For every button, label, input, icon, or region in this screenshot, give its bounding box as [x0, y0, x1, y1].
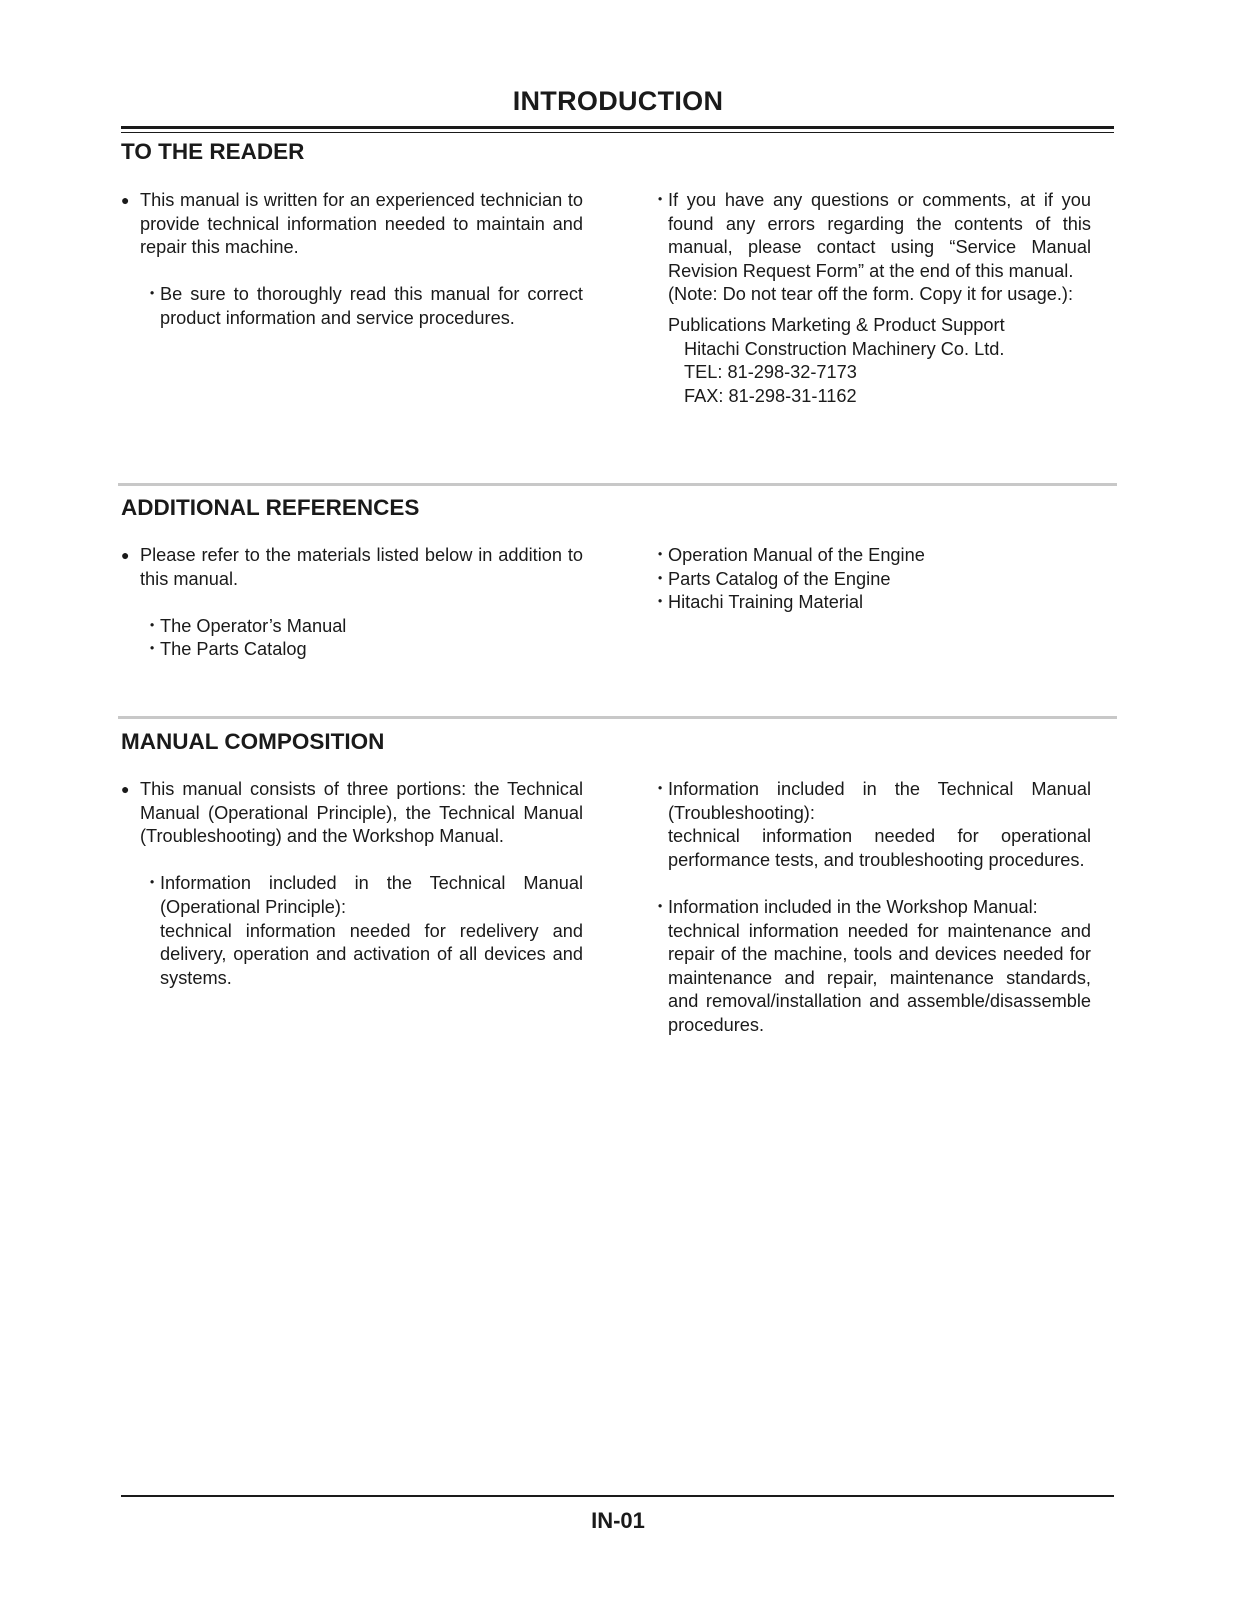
header-rule-thin	[121, 132, 1114, 133]
additional-references-right-column	[651, 544, 1091, 615]
bullet-icon: ●	[121, 547, 130, 563]
manual-composition-left-column	[121, 778, 583, 990]
middle-dot-icon: ・	[651, 779, 670, 799]
to-the-reader-contact-item	[651, 189, 1091, 307]
workshop-manual-text: technical information needed for maintenance and repair of the machine, tools and devices needed for maintenance and repair, maintenance standards, and removal/installation and assemble/disassemble procedures.	[668, 920, 1091, 1035]
to-the-reader-bullet-text: This manual is written for an experienced technician to provide technical information needed to maintain and repair this machine.	[140, 190, 583, 258]
to-the-reader-note: (Note: Do not tear off the form. Copy it for usage.):	[668, 284, 1074, 305]
workshop-manual-title: Information included in the Workshop Manual:	[668, 896, 1038, 917]
troubleshooting-text: technical information needed for operational performance tests, and troubleshooting procedures.	[668, 826, 1091, 870]
list-item	[143, 638, 583, 662]
operational-principle-text: technical information needed for redelivery and delivery, operation and activation of all devices and systems.	[160, 920, 583, 988]
additional-references-bullet-text: Please refer to the materials listed below in addition to this manual.	[140, 545, 583, 589]
middle-dot-icon: ・	[651, 592, 670, 613]
to-the-reader-sub-text: Be sure to thoroughly read this manual for correct product information and service procedures.	[160, 284, 583, 328]
manual-composition-right-column	[651, 778, 1091, 1038]
header-rule-thick	[121, 126, 1114, 129]
section-heading-additional-references: ADDITIONAL REFERENCES	[121, 495, 420, 520]
list-item	[651, 568, 1091, 592]
to-the-reader-bullet	[121, 189, 583, 260]
manual-composition-sub-item	[143, 872, 583, 990]
footer-rule	[121, 1495, 1114, 1497]
additional-references-bullet	[121, 544, 583, 591]
bullet-icon: ●	[121, 781, 130, 797]
manual-composition-bullet	[121, 778, 583, 849]
workshop-manual-item	[651, 896, 1091, 1038]
section-divider	[118, 716, 1117, 719]
reference-operators-manual: The Operator’s Manual	[160, 615, 347, 636]
middle-dot-icon: ・	[651, 896, 670, 917]
middle-dot-icon: ・	[651, 545, 670, 565]
middle-dot-icon: ・	[143, 639, 162, 660]
to-the-reader-contact-text: If you have any questions or comments, at if you found any errors regarding the contents of this manual, please contact using “Service Manual Revision Request Form” at the end of this manual.	[668, 190, 1091, 281]
reference-training-material: Hitachi Training Material	[668, 592, 864, 613]
page-title: INTRODUCTION	[512, 86, 724, 116]
middle-dot-icon: ・	[651, 190, 670, 210]
reference-engine-operation-manual: Operation Manual of the Engine	[668, 545, 925, 565]
additional-references-left-column	[121, 544, 583, 662]
middle-dot-icon: ・	[143, 284, 162, 305]
list-item	[143, 615, 583, 639]
manual-composition-bullet-text: This manual consists of three portions: the Technical Manual (Operational Principle), the Technical Manual (Troubleshooting) and the Workshop Manual.	[140, 779, 583, 847]
section-divider	[118, 483, 1117, 486]
list-item	[651, 544, 1091, 568]
middle-dot-icon: ・	[143, 615, 162, 636]
section-heading-manual-composition: MANUAL COMPOSITION	[121, 729, 385, 754]
to-the-reader-sub-item	[143, 283, 583, 330]
contact-tel: TEL: 81-298-32-7173	[684, 362, 857, 383]
contact-fax: FAX: 81-298-31-1162	[684, 385, 857, 406]
reference-engine-parts-catalog: Parts Catalog of the Engine	[668, 568, 891, 589]
bullet-icon: ●	[121, 192, 130, 208]
list-item	[651, 591, 1091, 615]
troubleshooting-title: Information included in the Technical Manual (Troubleshooting):	[668, 779, 1091, 823]
contact-company: Hitachi Construction Machinery Co. Ltd.	[684, 338, 1005, 359]
contact-dept: Publications Marketing & Product Support	[668, 314, 1005, 335]
operational-principle-title: Information included in the Technical Manual (Operational Principle):	[160, 873, 583, 917]
middle-dot-icon: ・	[143, 873, 162, 894]
section-heading-to-the-reader: TO THE READER	[121, 139, 305, 164]
to-the-reader-left-column	[121, 189, 583, 331]
page-number: IN-01	[591, 1508, 645, 1533]
to-the-reader-right-column	[651, 189, 1091, 408]
reference-parts-catalog: The Parts Catalog	[160, 639, 307, 660]
middle-dot-icon: ・	[651, 568, 670, 589]
troubleshooting-item	[651, 778, 1091, 872]
